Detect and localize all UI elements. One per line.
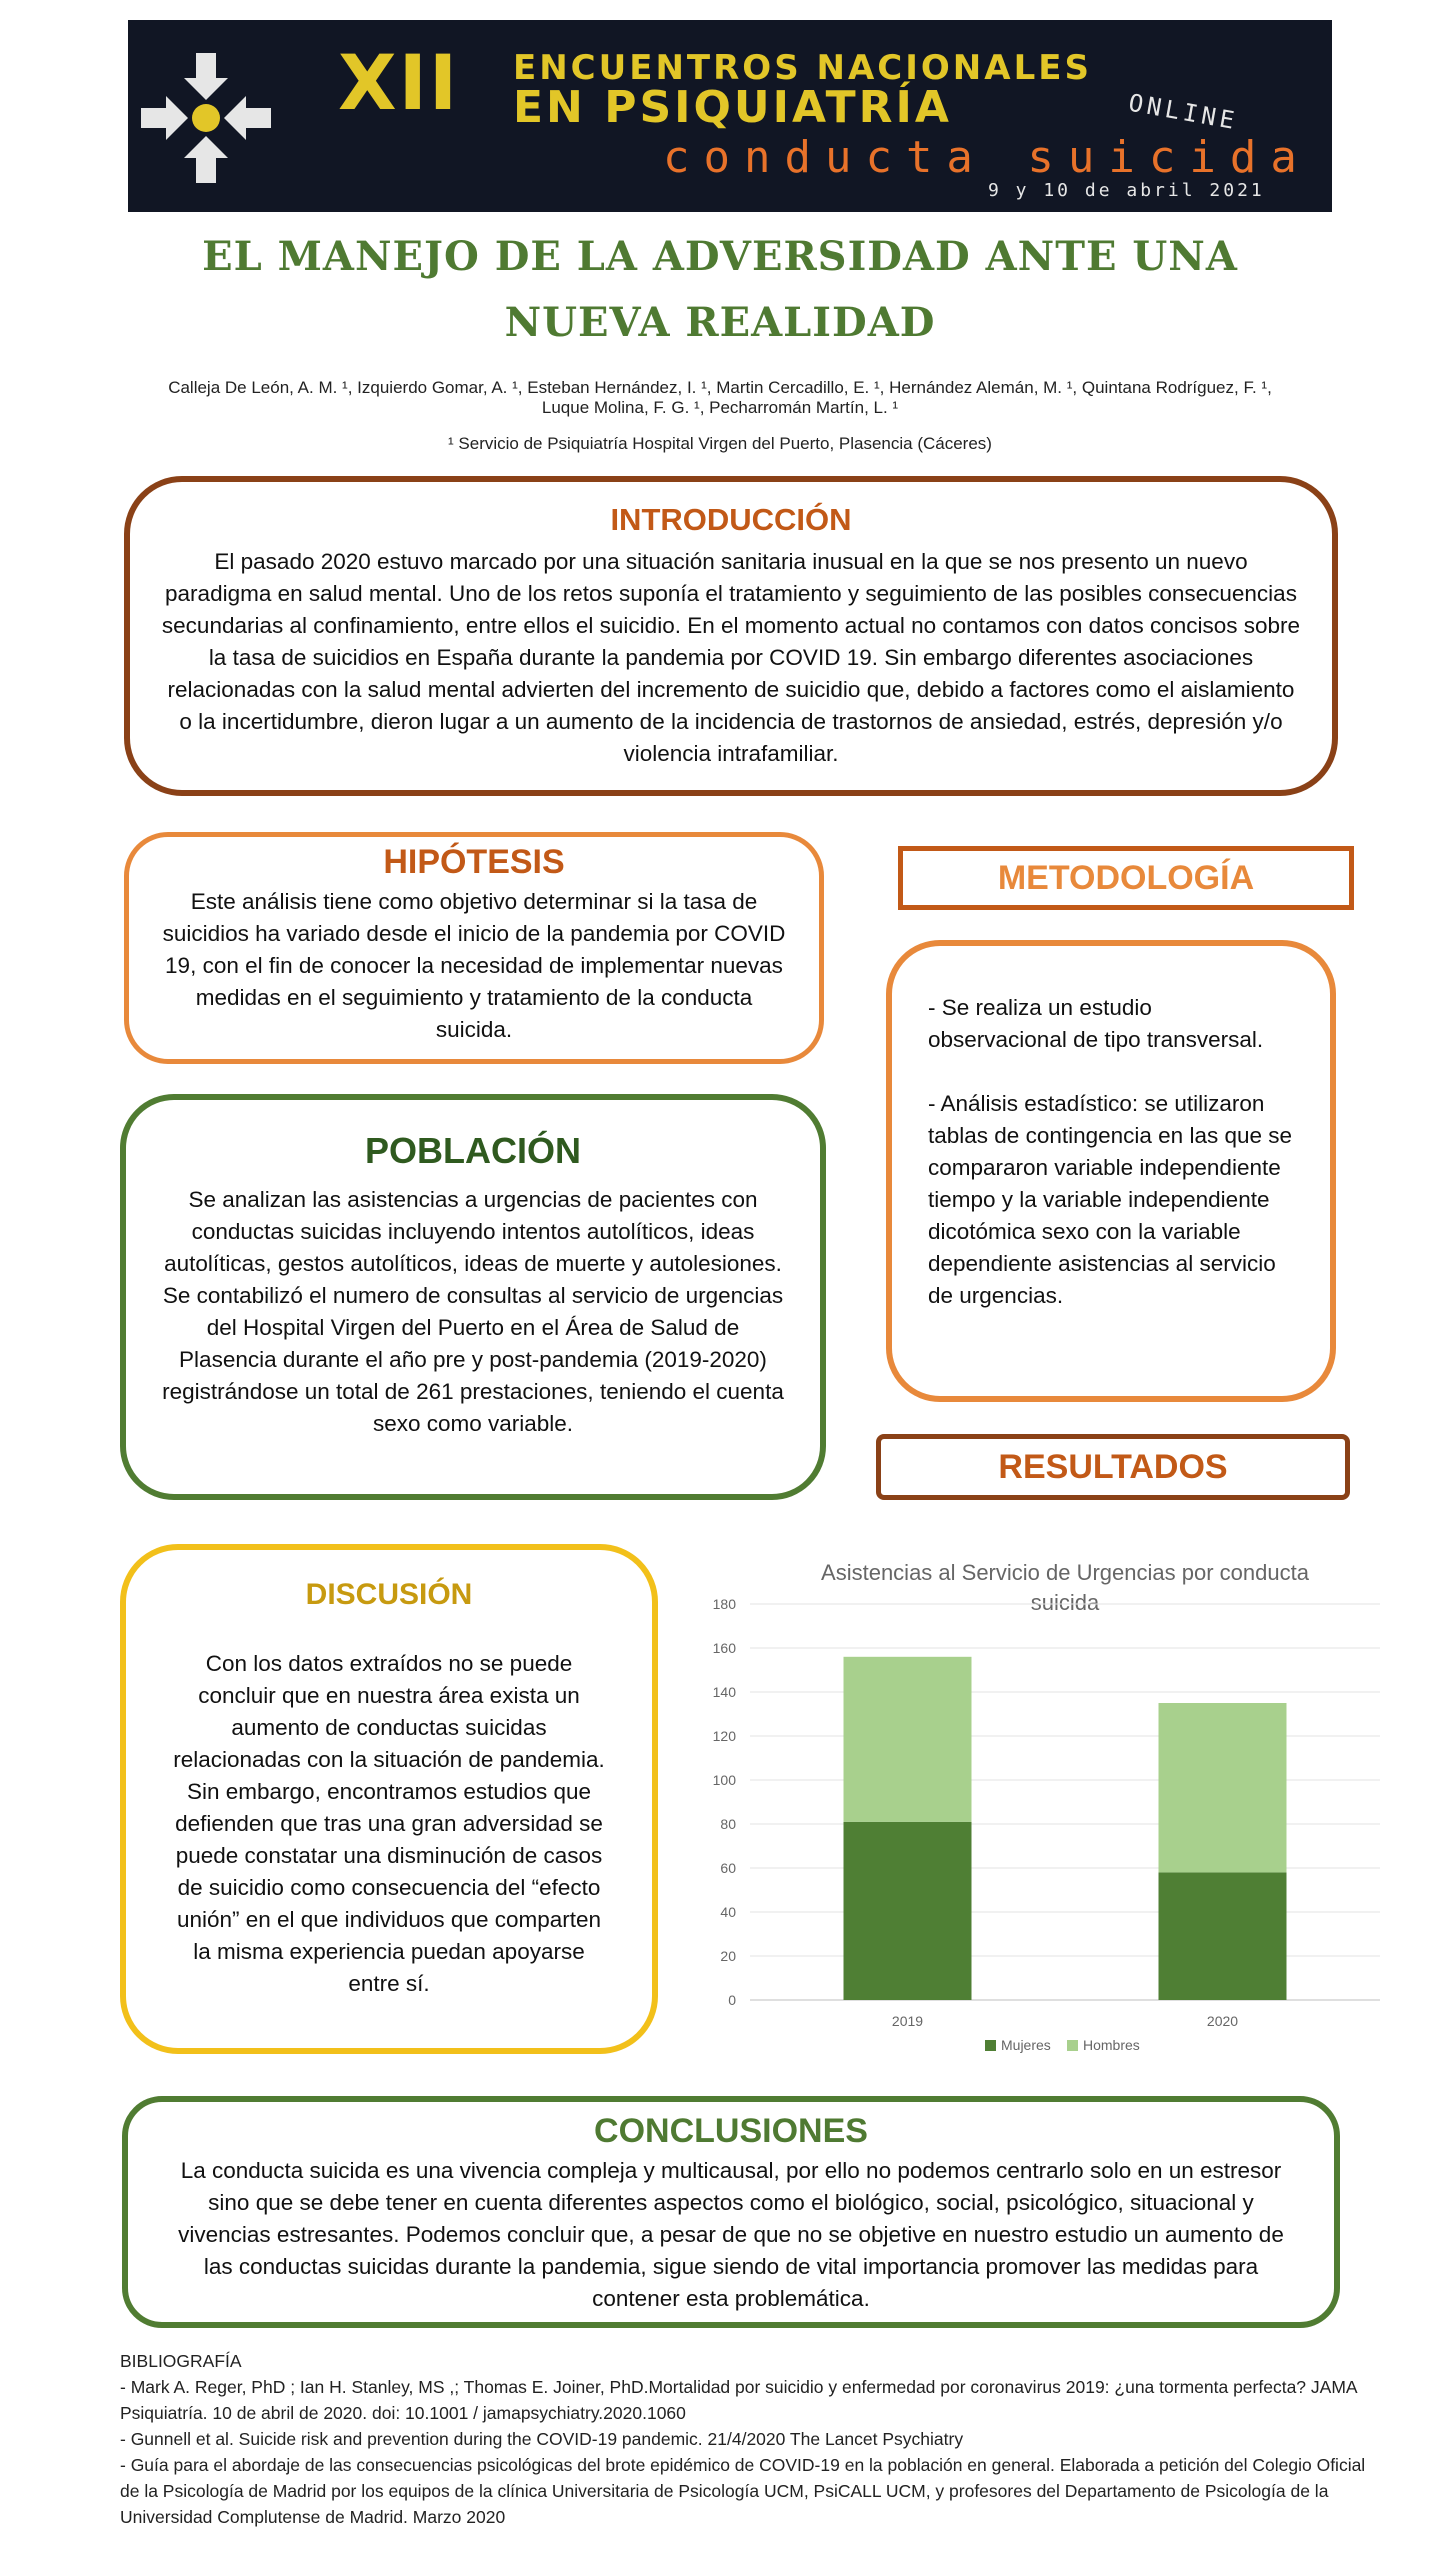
legend-label-mujeres: Mujeres <box>1001 2037 1051 2053</box>
banner-online: ONLINE <box>1126 88 1241 136</box>
y-tick-label: 40 <box>720 1904 736 1920</box>
banner-date: 9 y 10 de abril 2021 <box>988 180 1265 201</box>
hipotesis-title: HIPÓTESIS <box>383 843 565 881</box>
discusion-title: DISCUSIÓN <box>305 1578 473 1611</box>
affiliation: ¹ Servicio de Psiquiatría Hospital Virgen del Puerto, Plasencia (Cáceres) <box>448 434 992 453</box>
metodologia-title: METODOLOGÍA <box>898 846 1354 910</box>
bar-mujeres-2020 <box>1159 1872 1287 2000</box>
bibliografia-title: BIBLIOGRAFÍA <box>120 2351 242 2371</box>
metodologia-p2: - Análisis estadístico: se utilizaron tablas de contingencia en las que se compararon variable independiente tiempo y la variable independiente dicotómica sexo con la variable dependiente asistencias al servicio de urgencias. <box>928 1091 1293 1308</box>
authors: Calleja De León, A. M. ¹, Izquierdo Gomar, A. ¹, Esteban Hernández, I. ¹, Martin Cercadillo, E. ¹, Hernández Alemán, M. ¹, Quintana Rodríguez, F. ¹, Luque Molina, F. G. ¹, Pecharromán Martín, L. ¹ <box>168 378 1272 417</box>
y-tick-label: 0 <box>728 1992 736 2008</box>
y-tick-label: 160 <box>712 1640 736 1656</box>
bibliografia-item: - Gunnell et al. Suicide risk and prevention during the COVID-19 pandemic. 21/4/2020 The Lancet Psychiatry <box>120 2429 964 2449</box>
conference-banner <box>128 20 1332 212</box>
poblacion-text: Se analizan las asistencias a urgencias de pacientes con conductas suicidas incluyendo intentos autolíticos, ideas autolíticas, gestos autolíticos, ideas de muerte y autolesiones. Se contabilizó el numero de consultas al servicio de urgencias del Hospital Virgen del Puerto en el Área de Salud de Plasencia durante el año pre y post-pandemia (2019-2020) registrándose un total de 261 prestaciones, teniendo el cuenta sexo como variable. <box>162 1187 784 1436</box>
poblacion-title: POBLACIÓN <box>365 1130 581 1171</box>
bar-hombres-2019 <box>844 1657 972 1822</box>
discusion-text: Con los datos extraídos no se puede concluir que en nuestra área exista un aumento de conductas suicidas relacionadas con la situación de pandemia. Sin embargo, encontramos estudios que defienden que tras una gran adversidad se puede constatar una disminución de casos de suicidio como consecuencia del “efecto unión” en el que individuos que comparten la misma experiencia puedan apoyarse entre sí. <box>173 1651 605 1996</box>
metodologia-p1: - Se realiza un estudio observacional de tipo transversal. <box>928 995 1264 1052</box>
metodologia-box <box>886 940 1336 1402</box>
introduccion-text: El pasado 2020 estuvo marcado por una situación sanitaria inusual en la que se nos presento un nuevo paradigma en salud mental. Uno de los retos suponía el tratamiento y seguimiento de las posibles consecuencias secundarias al confinamiento, entre ellos el suicidio. En el momento actual no contamos con datos concisos sobre la tasa de suicidios en España durante la pandemia por COVID 19. Sin embargo diferentes asociaciones relacionadas con la salud mental advierten del incremento de suicidio que, debido a factores como el aislamiento o la incertidumbre, dieron lugar a un aumento de la incidencia de trastornos de ansiedad, estrés, depresión y/o violencia intrafamiliar. <box>161 549 1301 766</box>
bibliografia <box>120 2348 1380 2530</box>
discusion-box <box>120 1544 658 2054</box>
y-tick-label: 20 <box>720 1948 736 1964</box>
banner-line1: ENCUENTROS NACIONALES <box>513 48 1092 88</box>
y-tick-label: 100 <box>712 1772 736 1788</box>
results-bar-chart <box>690 1560 1390 2060</box>
y-tick-label: 60 <box>720 1860 736 1876</box>
banner-line2: EN PSIQUIATRÍA <box>513 82 952 133</box>
poster-title: EL MANEJO DE LA ADVERSIDAD ANTE UNA NUEVA REALIDAD <box>202 233 1238 346</box>
resultados-title: RESULTADOS <box>876 1434 1350 1500</box>
y-tick-label: 80 <box>720 1816 736 1832</box>
legend-swatch-hombres <box>1067 2040 1078 2051</box>
arrows-logo-icon <box>136 48 276 188</box>
introduccion-box <box>124 476 1338 796</box>
banner-edition: XII <box>338 38 460 127</box>
y-tick-label: 140 <box>712 1684 736 1700</box>
bibliografia-item: - Guía para el abordaje de las consecuencias psicológicas del brote epidémico de COVID-19 en la población en general. Elaborada a petición del Colegio Oficial de la Psicología de Madrid por los equipos de la clínica Universitaria de Psicología UCM, PsiCALL UCM, y profesores del Departamento de Psicología de la Universidad Complutense de Madrid. Marzo 2020 <box>120 2455 1366 2527</box>
bibliografia-item: - Mark A. Reger, PhD ; Ian H. Stanley, MS ,; Thomas E. Joiner, PhD.Mortalidad por suicidio y enfermedad por coronavirus 2019: ¿una tormenta perfecta? JAMA Psiquiatría. 10 de abril de 2020. doi: 10.1001 / jamapsychiatry.2020.1060 <box>120 2377 1357 2423</box>
hipotesis-box <box>124 832 824 1064</box>
legend-swatch-mujeres <box>985 2040 996 2051</box>
y-tick-label: 180 <box>712 1596 736 1612</box>
conclusiones-text: La conducta suicida es una vivencia compleja y multicausal, por ello no podemos centrarlo solo en un estresor sino que se debe tener en cuenta diferentes aspectos como el biológico, social, psicológico, situacional y vivencias estresantes. Podemos concluir que, a pesar de que no se objetive en nuestro estudio un aumento de las conductas suicidas durante la pandemia, sigue siendo de vital importancia promover las medidas para contener esta problemática. <box>178 2158 1284 2311</box>
introduccion-title: INTRODUCCIÓN <box>610 502 852 537</box>
chart-title: Asistencias al Servicio de Urgencias por conducta suicida <box>821 1560 1309 1615</box>
conclusiones-title: CONCLUSIONES <box>594 2112 868 2150</box>
banner-topic: conducta suicida <box>663 132 1311 183</box>
x-tick-label: 2020 <box>1206 2013 1239 2029</box>
y-tick-label: 120 <box>712 1728 736 1744</box>
bar-mujeres-2019 <box>844 1822 972 2000</box>
hipotesis-text: Este análisis tiene como objetivo determinar si la tasa de suicidios ha variado desde el inicio de la pandemia por COVID 19, con el fin de conocer la necesidad de implementar nuevas medidas en el seguimiento y tratamiento de la conducta suicida. <box>162 889 786 1042</box>
x-tick-label: 2019 <box>891 2013 924 2029</box>
bar-hombres-2020 <box>1159 1703 1287 1872</box>
conclusiones-box <box>122 2096 1340 2328</box>
poblacion-box <box>120 1094 826 1500</box>
legend-label-hombres: Hombres <box>1083 2037 1140 2053</box>
